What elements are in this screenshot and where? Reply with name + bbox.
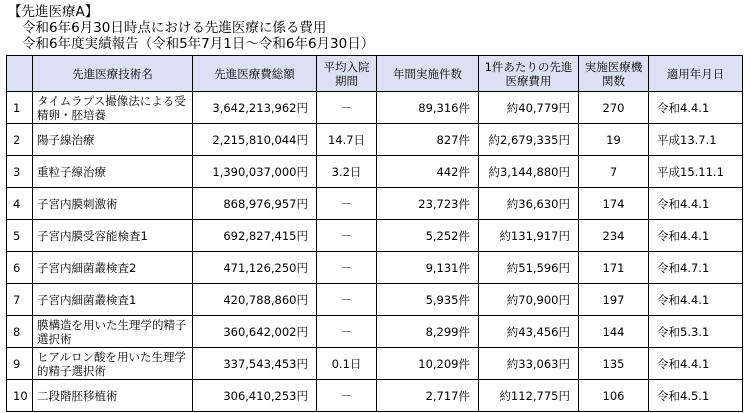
table-row [7, 316, 743, 348]
row-number: 2 [7, 124, 33, 156]
average-stay: － [317, 252, 377, 284]
cost-per-case: 約43,456円 [479, 316, 579, 348]
cost-per-case: 約33,063円 [479, 348, 579, 380]
row-number: 8 [7, 316, 33, 348]
total-cost: 3,642,213,962円 [193, 92, 317, 124]
header-annual-count: 年間実施件数 [377, 56, 479, 92]
technology-name: ヒアルロン酸を用いた生理学的精子選択術 [33, 348, 193, 380]
average-stay: 14.7日 [317, 124, 377, 156]
annual-count: 5,252件 [377, 220, 479, 252]
cost-per-case: 約36,630円 [479, 188, 579, 220]
row-number: 6 [7, 252, 33, 284]
report-period: 令和6年度実績報告（令和5年7月1日～令和6年6月30日） [22, 36, 375, 52]
technology-name: タイムラプス撮像法による受精卵・胚培養 [33, 92, 193, 124]
total-cost: 868,976,957円 [193, 188, 317, 220]
header-row [7, 56, 743, 92]
header-facility-count: 実施医療機関数 [579, 56, 649, 92]
row-number: 7 [7, 284, 33, 316]
average-stay: － [317, 188, 377, 220]
effective-date: 令和4.4.1 [649, 188, 743, 220]
effective-date: 平成13.7.1 [649, 124, 743, 156]
facility-count: 171 [579, 252, 649, 284]
technology-name: 子宮内細菌叢検査1 [33, 284, 193, 316]
facility-count: 270 [579, 92, 649, 124]
average-stay: － [317, 92, 377, 124]
annual-count: 2,717件 [377, 380, 479, 412]
facility-count: 197 [579, 284, 649, 316]
cost-per-case: 約40,779円 [479, 92, 579, 124]
row-number: 4 [7, 188, 33, 220]
cost-per-case: 約70,900円 [479, 284, 579, 316]
annual-count: 10,209件 [377, 348, 479, 380]
average-stay: － [317, 220, 377, 252]
table-row [7, 284, 743, 316]
header-cost-per-case: 1件あたりの先進医療費用 [479, 56, 579, 92]
effective-date: 令和4.4.1 [649, 220, 743, 252]
header-total-cost: 先進医療費総額 [193, 56, 317, 92]
technology-name: 重粒子線治療 [33, 156, 193, 188]
total-cost: 1,390,037,000円 [193, 156, 317, 188]
average-stay: － [317, 380, 377, 412]
technology-name: 子宮内膜受容能検査1 [33, 220, 193, 252]
total-cost: 306,410,253円 [193, 380, 317, 412]
table-row [7, 124, 743, 156]
facility-count: 144 [579, 316, 649, 348]
facility-count: 106 [579, 380, 649, 412]
table-body [7, 92, 743, 412]
table-row [7, 156, 743, 188]
annual-count: 89,316件 [377, 92, 479, 124]
effective-date: 令和4.4.1 [649, 348, 743, 380]
average-stay: － [317, 284, 377, 316]
table-row [7, 252, 743, 284]
header-no [7, 56, 33, 92]
average-stay: 0.1日 [317, 348, 377, 380]
table-row [7, 220, 743, 252]
cost-per-case: 約3,144,880円 [479, 156, 579, 188]
table-row [7, 92, 743, 124]
average-stay: 3.2日 [317, 156, 377, 188]
annual-count: 827件 [377, 124, 479, 156]
annual-count: 442件 [377, 156, 479, 188]
row-number: 3 [7, 156, 33, 188]
facility-count: 135 [579, 348, 649, 380]
average-stay: － [317, 316, 377, 348]
total-cost: 2,215,810,044円 [193, 124, 317, 156]
total-cost: 360,642,002円 [193, 316, 317, 348]
cost-per-case: 約131,917円 [479, 220, 579, 252]
total-cost: 337,543,453円 [193, 348, 317, 380]
technology-name: 二段階胚移植術 [33, 380, 193, 412]
table-row [7, 380, 743, 412]
row-number: 5 [7, 220, 33, 252]
total-cost: 692,827,415円 [193, 220, 317, 252]
facility-count: 19 [579, 124, 649, 156]
header-effective-date: 適用年月日 [649, 56, 743, 92]
annual-count: 8,299件 [377, 316, 479, 348]
technology-name: 子宮内細菌叢検査2 [33, 252, 193, 284]
title-block [8, 4, 744, 52]
total-cost: 420,788,860円 [193, 284, 317, 316]
header-average-stay: 平均入院期間 [317, 56, 377, 92]
section-label: 【先進医療A】 [8, 4, 99, 20]
cost-per-case: 約51,596円 [479, 252, 579, 284]
effective-date: 令和4.7.1 [649, 252, 743, 284]
header-technology-name: 先進医療技術名 [33, 56, 193, 92]
cost-per-case: 約2,679,335円 [479, 124, 579, 156]
row-number: 9 [7, 348, 33, 380]
cost-table [6, 55, 743, 412]
effective-date: 平成15.11.1 [649, 156, 743, 188]
technology-name: 陽子線治療 [33, 124, 193, 156]
facility-count: 174 [579, 188, 649, 220]
table-row [7, 188, 743, 220]
cost-per-case: 約112,775円 [479, 380, 579, 412]
effective-date: 令和4.5.1 [649, 380, 743, 412]
annual-count: 9,131件 [377, 252, 479, 284]
report-title: 令和6年6月30日時点における先進医療に係る費用 [22, 20, 327, 36]
annual-count: 5,935件 [377, 284, 479, 316]
facility-count: 234 [579, 220, 649, 252]
annual-count: 23,723件 [377, 188, 479, 220]
table-row [7, 348, 743, 380]
row-number: 10 [7, 380, 33, 412]
facility-count: 7 [579, 156, 649, 188]
effective-date: 令和4.4.1 [649, 92, 743, 124]
row-number: 1 [7, 92, 33, 124]
total-cost: 471,126,250円 [193, 252, 317, 284]
effective-date: 令和5.3.1 [649, 316, 743, 348]
technology-name: 膜構造を用いた生理学的精子選択術 [33, 316, 193, 348]
effective-date: 令和4.4.1 [649, 284, 743, 316]
technology-name: 子宮内膜刺激術 [33, 188, 193, 220]
